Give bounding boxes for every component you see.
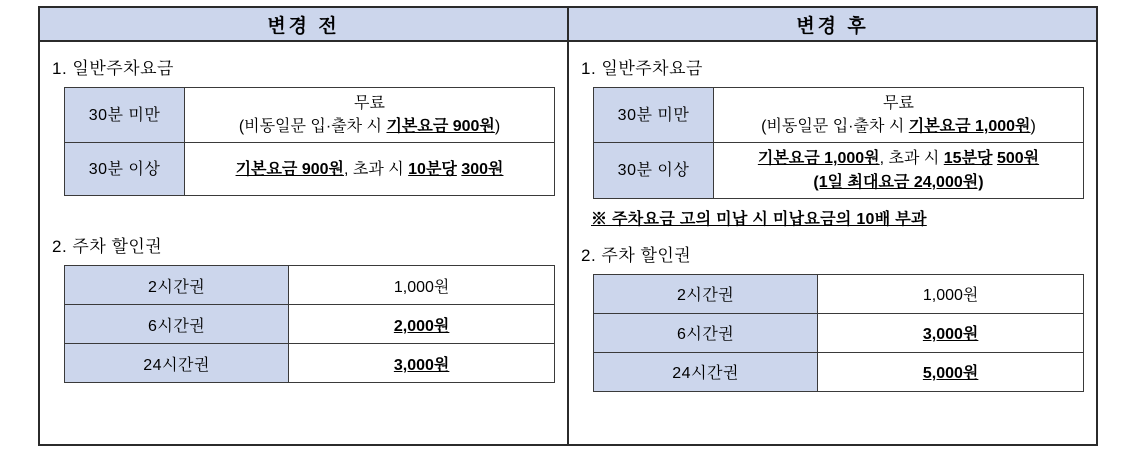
before-fee-row0-value bbox=[185, 88, 555, 143]
after-fee-row1-emph3: 500원 bbox=[996, 150, 1040, 168]
after-fee-row0-line2-prefix: (비동일문 입·출차 시 bbox=[761, 118, 909, 136]
after-section1-title: 1. 일반주차요금 bbox=[581, 59, 703, 78]
before-fee-row0-line2-emph: 기본요금 900원 bbox=[386, 118, 495, 136]
table-row bbox=[594, 313, 1084, 352]
before-section1-title: 1. 일반주차요금 bbox=[52, 59, 174, 78]
before-fee-row1-value bbox=[185, 143, 555, 196]
after-fee-row1-value bbox=[713, 143, 1083, 198]
table-row bbox=[65, 88, 555, 143]
before-coupon-row2-value: 3,000원 bbox=[289, 344, 555, 383]
header-after: 변경 후 bbox=[568, 7, 1097, 41]
after-coupon-table bbox=[593, 274, 1084, 392]
after-fee-table bbox=[593, 87, 1084, 199]
after-fee-row0-line2 bbox=[720, 115, 1077, 138]
after-fee-row1-mid: , 초과 시 bbox=[879, 150, 944, 168]
after-fee-row0-line1: 무료 bbox=[883, 95, 914, 112]
table-row bbox=[594, 274, 1084, 313]
before-coupon-row0-label: 2시간권 bbox=[65, 266, 289, 305]
after-spacer bbox=[579, 229, 1084, 239]
before-fee-row1-mid: , 초과 시 bbox=[343, 160, 409, 178]
table-row bbox=[65, 305, 555, 344]
after-note: ※ 주차요금 고의 미납 시 미납요금의 10배 부과 bbox=[591, 210, 927, 228]
before-fee-row0-line1: 무료 bbox=[354, 95, 385, 112]
before-coupon-row1-value: 2,000원 bbox=[289, 305, 555, 344]
before-fee-row0-line2 bbox=[191, 115, 548, 138]
after-fee-row0-line2-suffix: ) bbox=[1030, 118, 1036, 136]
before-fee-table bbox=[64, 87, 555, 196]
table-row bbox=[65, 344, 555, 383]
table-row bbox=[594, 88, 1084, 143]
after-coupon-row2-value: 5,000원 bbox=[818, 352, 1084, 391]
after-coupon-row0-label: 2시간권 bbox=[594, 274, 818, 313]
before-fee-row1-emph2: 10분당 bbox=[408, 160, 457, 178]
before-fee-row1-label: 30분 이상 bbox=[65, 143, 185, 196]
after-fee-row0-value bbox=[713, 88, 1083, 143]
table-row bbox=[65, 266, 555, 305]
before-coupon-row1-label: 6시간권 bbox=[65, 305, 289, 344]
before-coupon-table bbox=[64, 265, 555, 383]
table-row bbox=[594, 352, 1084, 391]
table-content-row bbox=[39, 41, 1097, 445]
after-coupon-row1-value: 3,000원 bbox=[818, 313, 1084, 352]
after-fee-row1-label: 30분 이상 bbox=[594, 143, 714, 198]
after-coupon-row2-label: 24시간권 bbox=[594, 352, 818, 391]
after-fee-row1-emph1: 기본요금 1,000원 bbox=[757, 150, 880, 168]
before-fee-row1-emph3: 300원 bbox=[461, 160, 504, 178]
table-row bbox=[65, 143, 555, 196]
header-before: 변경 전 bbox=[39, 7, 568, 41]
before-fee-row0-line2-prefix: (비동일문 입·출차 시 bbox=[238, 118, 387, 136]
after-fee-row1-line2: (1일 최대요금 24,000원) bbox=[813, 173, 984, 191]
before-coupon-row2-label: 24시간권 bbox=[65, 344, 289, 383]
after-coupon-row0-value: 1,000원 bbox=[818, 274, 1084, 313]
before-fee-row1-emph1: 기본요금 900원 bbox=[235, 160, 344, 178]
before-fee-row0-line2-suffix: ) bbox=[494, 118, 501, 136]
after-fee-row0-label: 30분 미만 bbox=[594, 88, 714, 143]
after-section2-title: 2. 주차 할인권 bbox=[581, 245, 692, 265]
panel-after bbox=[568, 41, 1097, 445]
before-spacer bbox=[50, 196, 555, 230]
panel-before bbox=[39, 41, 568, 445]
after-coupon-row1-label: 6시간권 bbox=[594, 313, 818, 352]
before-section2-title: 2. 주차 할인권 bbox=[52, 237, 163, 257]
before-coupon-row0-value: 1,000원 bbox=[289, 266, 555, 305]
table-header-row bbox=[39, 7, 1097, 41]
after-fee-row0-line2-emph: 기본요금 1,000원 bbox=[908, 118, 1031, 136]
table-row bbox=[594, 143, 1084, 198]
fee-comparison-table bbox=[38, 6, 1098, 446]
after-fee-row1-emph2: 15분당 bbox=[943, 150, 993, 168]
after-fee-row1-line1 bbox=[720, 147, 1077, 170]
before-fee-row0-label: 30분 미만 bbox=[65, 88, 185, 143]
